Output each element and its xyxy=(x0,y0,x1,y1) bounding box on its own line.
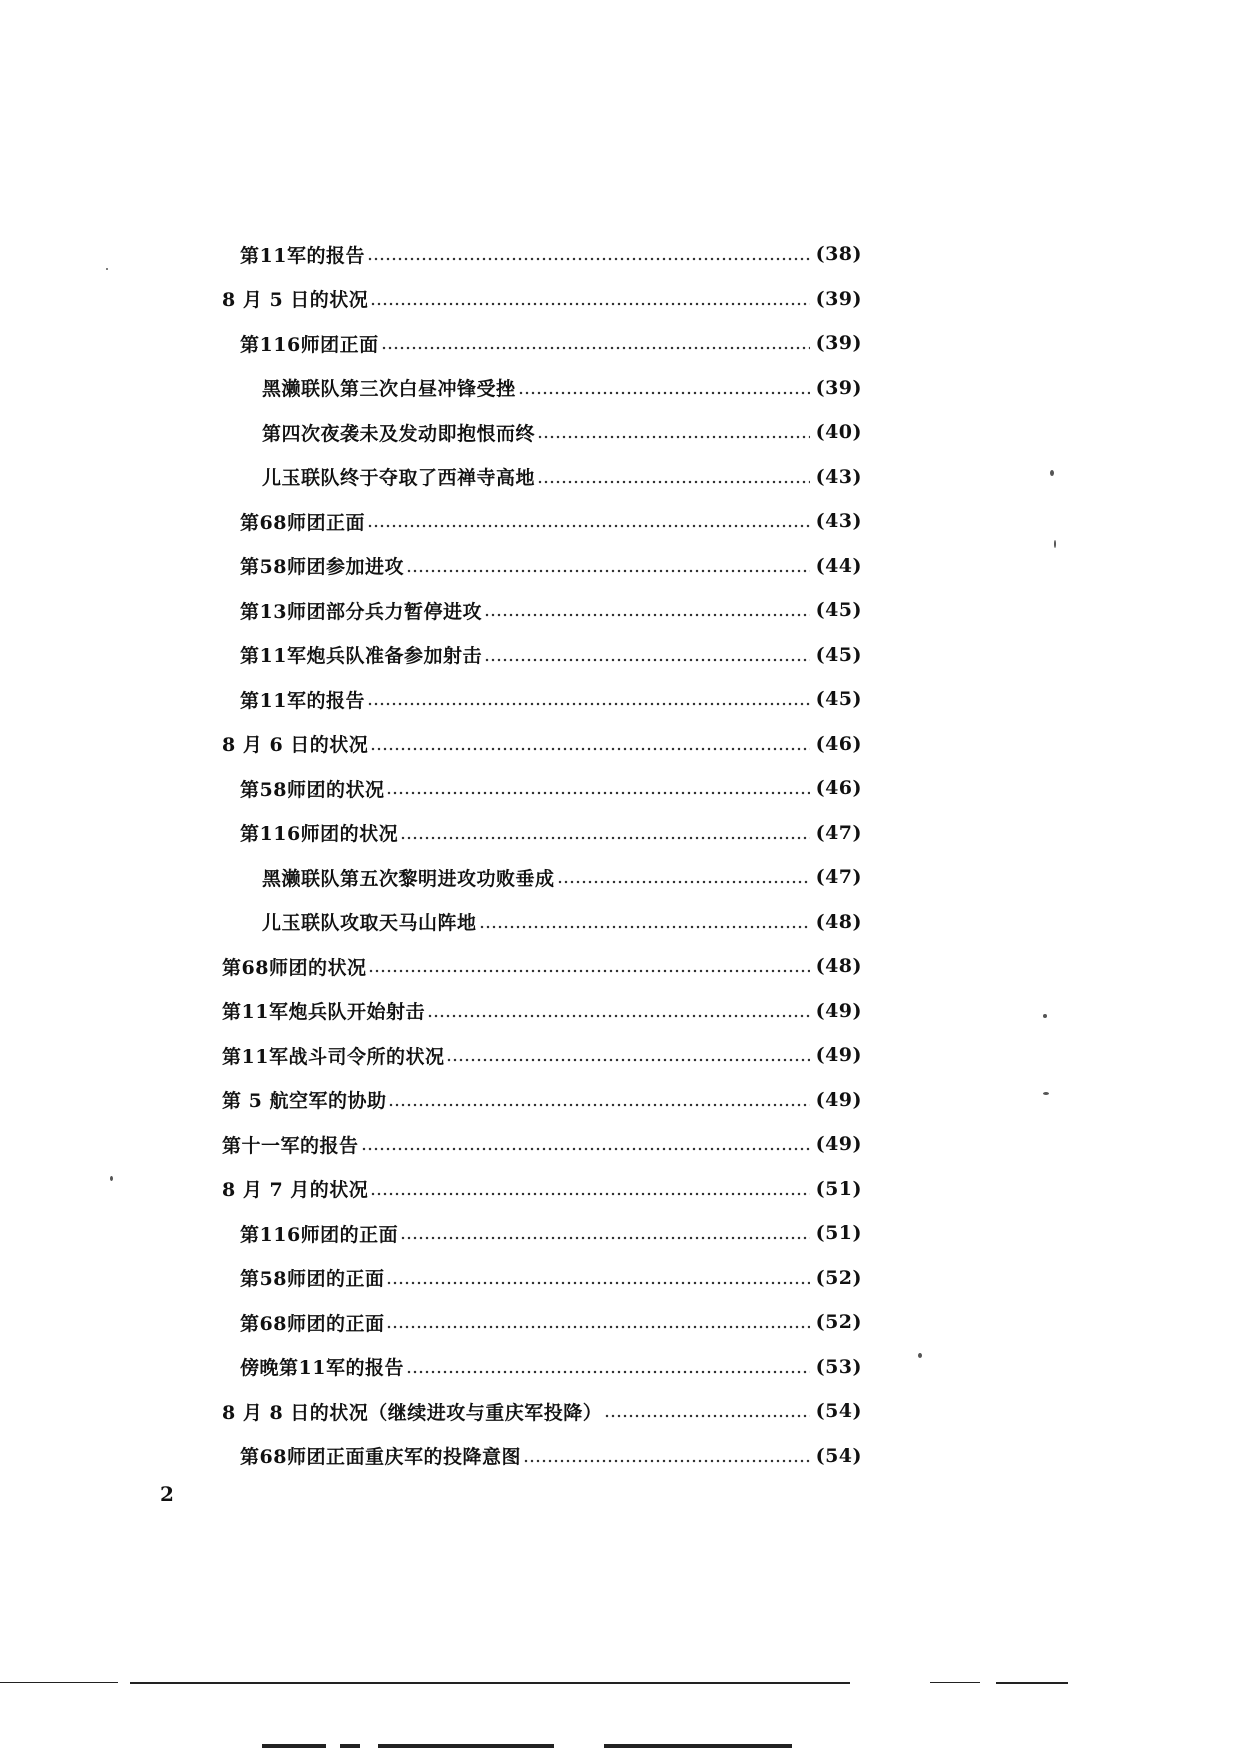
toc-leader-dots xyxy=(484,613,810,617)
toc-entry xyxy=(222,900,862,945)
toc-entry xyxy=(222,1211,862,1256)
toc-leader-dots xyxy=(400,1236,809,1240)
toc-entry-title: 儿玉联队终于夺取了西禅寺高地 xyxy=(262,467,536,490)
toc-leader-dots xyxy=(370,1192,809,1196)
toc-leader-dots xyxy=(604,1414,809,1418)
scan-artifact-speck xyxy=(106,268,108,270)
toc-entry xyxy=(222,855,862,900)
toc-leader-dots xyxy=(386,1325,809,1329)
toc-entry-title: 8 月 7 月的状况 xyxy=(222,1179,369,1202)
scan-artifact-speck xyxy=(1054,540,1056,548)
toc-entry-title: 第11军的报告 xyxy=(240,689,365,712)
table-of-contents xyxy=(222,232,862,1478)
scan-artifact-line xyxy=(0,1682,118,1683)
toc-entry-title: 第11军炮兵队开始射击 xyxy=(222,1001,425,1024)
toc-entry-page: (45) xyxy=(815,688,862,711)
toc-leader-dots xyxy=(406,569,810,573)
toc-entry-page: (49) xyxy=(815,1044,862,1067)
toc-entry xyxy=(222,232,862,277)
scan-artifact-speck xyxy=(110,1176,113,1181)
toc-entry-page: (46) xyxy=(815,777,862,800)
toc-leader-dots xyxy=(446,1058,809,1062)
toc-entry xyxy=(222,1256,862,1301)
toc-entry xyxy=(222,410,862,455)
toc-entry-title: 8 月 6 日的状况 xyxy=(222,734,369,757)
toc-entry-title: 第68师团的正面 xyxy=(240,1312,385,1335)
toc-entry-title: 第11军炮兵队准备参加射击 xyxy=(240,645,482,668)
toc-leader-dots xyxy=(381,346,810,350)
toc-entry xyxy=(222,277,862,322)
toc-leader-dots xyxy=(386,791,809,795)
toc-entry-title: 第11军的报告 xyxy=(240,244,365,267)
scan-artifact-line xyxy=(604,1744,792,1748)
toc-entry-title: 第116师团正面 xyxy=(240,333,379,356)
toc-entry xyxy=(222,811,862,856)
toc-entry xyxy=(222,1122,862,1167)
toc-leader-dots xyxy=(427,1014,810,1018)
page-number: 2 xyxy=(160,1482,174,1506)
toc-entry-page: (39) xyxy=(815,332,862,355)
toc-entry-page: (51) xyxy=(815,1177,862,1200)
toc-entry xyxy=(222,989,862,1034)
toc-entry-title: 第十一军的报告 xyxy=(222,1134,359,1157)
toc-entry-title: 第58师团的正面 xyxy=(240,1268,385,1291)
toc-entry-page: (39) xyxy=(815,376,862,399)
toc-entry-page: (43) xyxy=(815,510,862,533)
toc-entry-page: (39) xyxy=(815,287,862,310)
toc-entry-page: (49) xyxy=(815,999,862,1022)
toc-entry xyxy=(222,677,862,722)
toc-entry-page: (51) xyxy=(815,1222,862,1245)
toc-leader-dots xyxy=(518,391,810,395)
toc-entry-title: 第13师团部分兵力暂停进攻 xyxy=(240,600,482,623)
toc-leader-dots xyxy=(367,524,810,528)
scan-artifact-line xyxy=(130,1682,850,1684)
toc-entry-page: (54) xyxy=(815,1444,862,1467)
scan-artifact-speck xyxy=(918,1353,922,1358)
toc-leader-dots xyxy=(388,1103,809,1107)
toc-entry xyxy=(222,1434,862,1479)
toc-entry-page: (54) xyxy=(815,1400,862,1423)
toc-entry-title: 8 月 5 日的状况 xyxy=(222,289,369,312)
toc-entry xyxy=(222,499,862,544)
toc-leader-dots xyxy=(370,747,809,751)
toc-entry-page: (48) xyxy=(815,910,862,933)
toc-entry xyxy=(222,321,862,366)
toc-entry-page: (53) xyxy=(815,1355,862,1378)
toc-leader-dots xyxy=(368,969,809,973)
toc-entry-title: 8 月 8 日的状况（继续进攻与重庆军投降） xyxy=(222,1401,603,1424)
toc-entry xyxy=(222,1345,862,1390)
toc-entry-page: (52) xyxy=(815,1311,862,1334)
toc-leader-dots xyxy=(537,480,810,484)
toc-entry-page: (52) xyxy=(815,1266,862,1289)
toc-entry xyxy=(222,455,862,500)
toc-entry-title: 第58师团参加进攻 xyxy=(240,556,404,579)
toc-entry-title: 第68师团正面重庆军的投降意图 xyxy=(240,1446,521,1469)
toc-entry xyxy=(222,1300,862,1345)
toc-entry-title: 第116师团的正面 xyxy=(240,1223,399,1246)
scan-artifact-speck xyxy=(1050,470,1054,476)
toc-entry xyxy=(222,366,862,411)
toc-entry xyxy=(222,633,862,678)
toc-entry-page: (49) xyxy=(815,1133,862,1156)
toc-entry-page: (45) xyxy=(815,599,862,622)
toc-entry-title: 第11军战斗司令所的状况 xyxy=(222,1045,445,1068)
toc-entry-title: 黑濑联队第三次白昼冲锋受挫 xyxy=(262,378,516,401)
toc-entry-page: (40) xyxy=(815,421,862,444)
toc-entry-page: (44) xyxy=(815,554,862,577)
toc-entry xyxy=(222,944,862,989)
toc-entry-title: 傍晚第11军的报告 xyxy=(240,1357,404,1380)
toc-entry xyxy=(222,722,862,767)
toc-entry-title: 黑濑联队第五次黎明进攻功败垂成 xyxy=(262,867,555,890)
toc-entry-page: (38) xyxy=(815,243,862,266)
toc-entry-title: 第116师团的状况 xyxy=(240,823,399,846)
toc-entry-page: (49) xyxy=(815,1088,862,1111)
toc-leader-dots xyxy=(367,257,810,261)
toc-leader-dots xyxy=(400,836,809,840)
toc-entry-title: 第68师团的状况 xyxy=(222,956,367,979)
toc-entry-title: 第58师团的状况 xyxy=(240,778,385,801)
toc-entry xyxy=(222,588,862,633)
toc-entry xyxy=(222,1078,862,1123)
scan-artifact-line xyxy=(378,1744,554,1748)
toc-leader-dots xyxy=(479,925,810,929)
toc-leader-dots xyxy=(361,1147,810,1151)
toc-entry-title: 儿玉联队攻取天马山阵地 xyxy=(262,912,477,935)
toc-leader-dots xyxy=(523,1459,810,1463)
toc-entry xyxy=(222,544,862,589)
toc-leader-dots xyxy=(484,658,810,662)
toc-entry xyxy=(222,766,862,811)
scan-artifact-line xyxy=(262,1744,326,1748)
scan-artifact-speck xyxy=(1043,1092,1049,1095)
toc-entry-page: (47) xyxy=(815,866,862,889)
toc-entry xyxy=(222,1389,862,1434)
toc-leader-dots xyxy=(367,702,810,706)
toc-entry-page: (48) xyxy=(815,955,862,978)
toc-leader-dots xyxy=(537,435,810,439)
scan-artifact-line xyxy=(930,1682,980,1683)
toc-entry-page: (45) xyxy=(815,643,862,666)
toc-leader-dots xyxy=(406,1370,810,1374)
scan-artifact-speck xyxy=(1043,1014,1047,1018)
toc-entry-page: (47) xyxy=(815,821,862,844)
toc-entry-title: 第 5 航空军的协助 xyxy=(222,1090,387,1113)
toc-entry-title: 第四次夜袭未及发动即抱恨而终 xyxy=(262,422,536,445)
toc-entry-title: 第68师团正面 xyxy=(240,511,365,534)
scan-artifact-line xyxy=(996,1682,1068,1684)
toc-entry-page: (46) xyxy=(815,732,862,755)
toc-leader-dots xyxy=(370,302,809,306)
scan-artifact-line xyxy=(340,1744,360,1748)
toc-leader-dots xyxy=(557,880,810,884)
toc-entry xyxy=(222,1033,862,1078)
toc-entry-page: (43) xyxy=(815,465,862,488)
toc-leader-dots xyxy=(386,1281,809,1285)
toc-entry xyxy=(222,1167,862,1212)
